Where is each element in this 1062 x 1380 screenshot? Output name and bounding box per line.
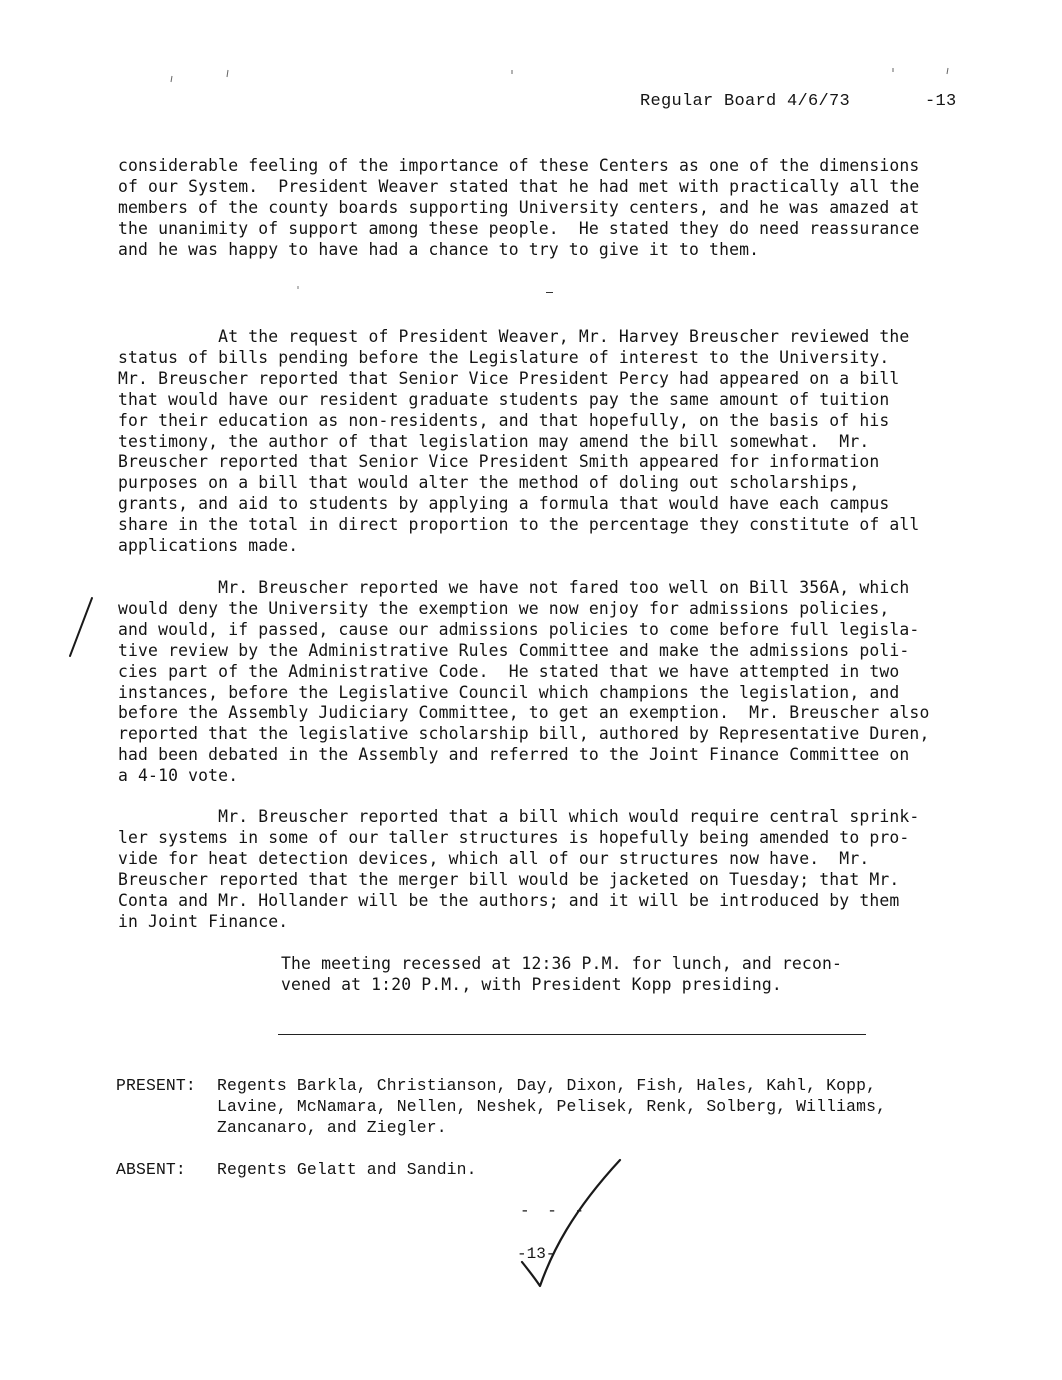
- header-title: Regular Board 4/6/73: [640, 92, 851, 111]
- scan-speck: [171, 76, 172, 82]
- footer-page-number: -13-: [517, 1245, 556, 1263]
- present-list: Regents Barkla, Christianson, Day, Dixon, Fish, Hales, Kahl, Kopp, Lavine, McNamara, Nellen, Neshek, Pelisek, Renk, Solberg, Williams, Zancanaro, and Ziegler.: [217, 1076, 887, 1137]
- scan-speck: [227, 70, 228, 77]
- paragraph-recess: The meeting recessed at 12:36 P.M. for lunch, and recon- vened at 1:20 P.M., with President Kopp presiding.: [281, 954, 843, 994]
- paragraph-bills-status: At the request of President Weaver, Mr. Harvey Breuscher reviewed the status of bills pending before the Legislature of interest to the University. Mr. Breuscher reported that Senior Vice President Percy had appeared on a bill that would have our resident graduate students pay the same amount of tuition for their education as non-residents, and that hopefully, on the basis of his testimony, the author of that legislation may amend the bill somewhat. Mr. Breuscher reported that Senior Vice President Smith appeared for information purposes on a bill that would alter the method of doling out scholarships, grants, and aid to students by applying a formula that would have each campus share in the total in direct proportion to the percentage they constitute of all applications made.: [118, 327, 920, 556]
- closing-dashes: - - -: [520, 1202, 589, 1220]
- margin-slash-mark: [70, 598, 92, 656]
- header-page-number: -13: [925, 92, 957, 111]
- scan-speck: [947, 68, 948, 74]
- paragraph-sprinkler-bill: Mr. Breuscher reported that a bill which would require central sprink- ler systems in some of our taller structures is hopefully being amended to pro- vide for heat detection devices, which all of our structures now have. Mr. Breuscher reported that the merger bill would be jacketed on Tuesday; that Mr. Conta and Mr. Hollander will be the authors; and it will be introduced by them in Joint Finance.: [118, 807, 920, 931]
- paragraph-bill-356a: Mr. Breuscher reported we have not fared too well on Bill 356A, which would deny the University the exemption we now enjoy for admissions policies, and would, if passed, cause our admissions policies to come before full legisla- tive review by the Administrative Rules Committee and make the admissions poli- cies part of the Administrative Code. He stated that we have attempted in two instances, before the Legislative Council which champions the legislation, and before the Assembly Judiciary Committee, to get an exemption. Mr. Breuscher also reported that the legislative scholarship bill, authored by Representative Duren, had been debated in the Assembly and referred to the Joint Finance Committee on a 4-10 vote.: [118, 578, 930, 786]
- paragraph-centers: considerable feeling of the importance of these Centers as one of the dimensions of our System. President Weaver stated that he had met with practically all the members of the county boards supporting University centers, and he was amazed at the unanimity of support among these people. He stated they do need reassurance and he was happy to have had a chance to try to give it to them.: [118, 156, 920, 259]
- absent-list: Regents Gelatt and Sandin.: [217, 1160, 477, 1179]
- present-label: PRESENT:: [116, 1076, 196, 1095]
- checkmark-icon: [522, 1160, 620, 1286]
- absent-label: ABSENT:: [116, 1160, 186, 1179]
